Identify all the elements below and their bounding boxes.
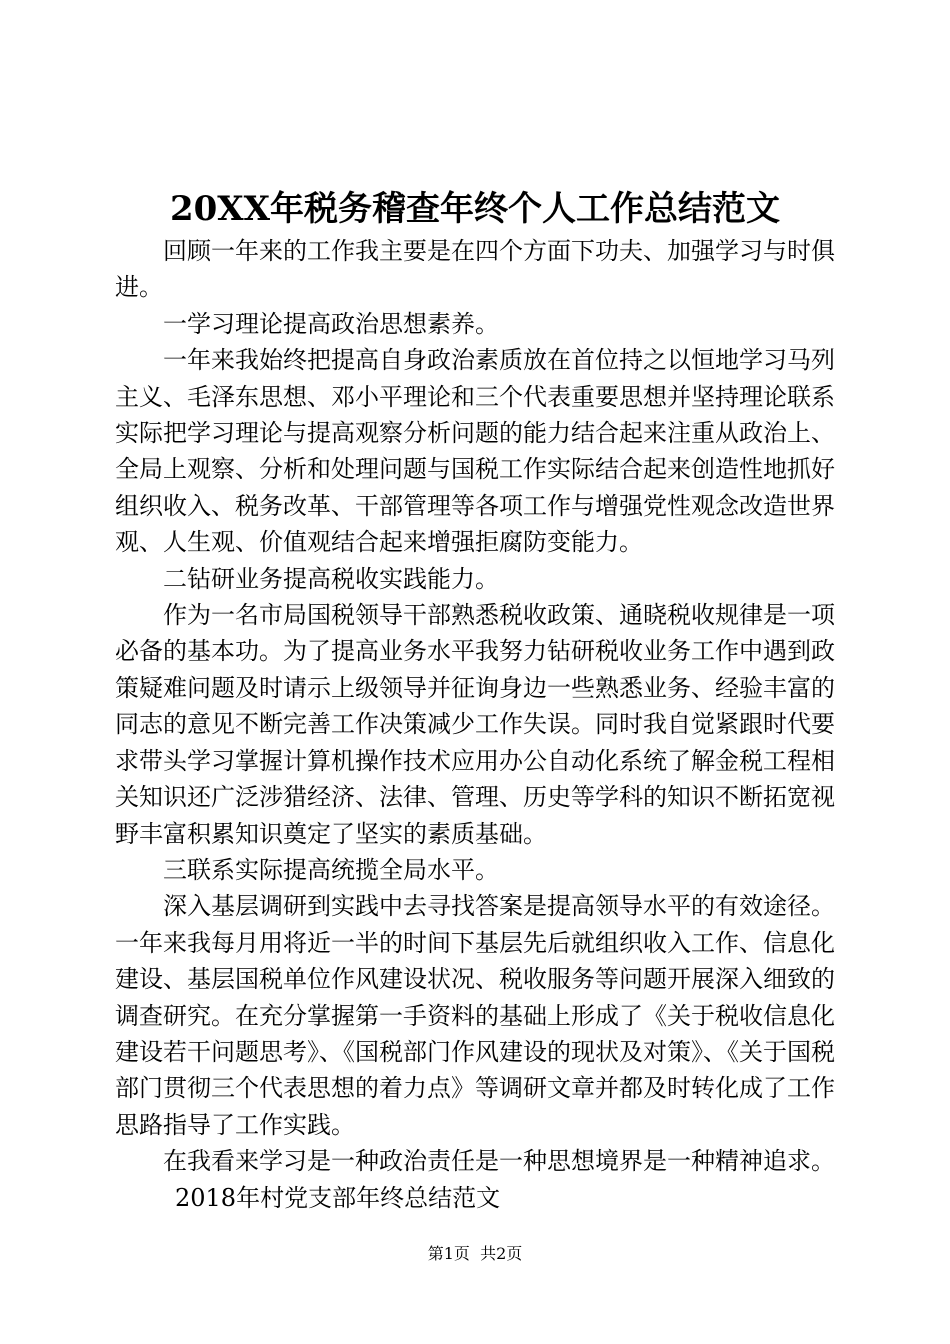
- paragraph-section-1: 一年来我始终把提高自身政治素质放在首位持之以恒地学习马列主义、毛泽东思想、邓小平理论和三个代表重要思想并坚持理论联系实际把学习理论与提高观察分析问题的能力结合起来注重从政治上、全局上观察、分析和处理问题与国税工作实际结合起来创造性地抓好组织收入、税务改革、干部管理等各项工作与增强党性观念改造世界观、人生观、价值观结合起来增强拒腐防变能力。: [115, 346, 835, 557]
- page-number-total: 共2页: [480, 1244, 523, 1263]
- paragraph-intro: 回顾一年来的工作我主要是在四个方面下功夫、加强学习与时俱进。: [115, 237, 835, 302]
- paragraph-conclusion: 在我看来学习是一种政治责任是一种思想境界是一种精神追求。: [163, 1147, 835, 1176]
- section-heading-3: 三联系实际提高统揽全局水平。: [163, 855, 499, 884]
- document-title: 20XX年税务稽查年终个人工作总结范文: [169, 189, 781, 229]
- document-body: [115, 233, 835, 1216]
- page-footer: [0, 1243, 950, 1265]
- paragraph-section-2: 作为一名市局国税领导干部熟悉税收政策、通晓税收规律是一项必备的基本功。为了提高业务水平我努力钻研税收业务工作中遇到政策疑难问题及时请示上级领导并征询身边一些熟悉业务、经验丰富的同志的意见不断完善工作决策减少工作失误。同时我自觉紧跟时代要求带头学习掌握计算机操作技术应用办公自动化系统了解金税工程相关知识还广泛涉猎经济、法律、管理、历史等学科的知识不断拓宽视野丰富积累知识奠定了坚实的素质基础。: [115, 601, 835, 848]
- page-number-current: 第1页: [427, 1244, 470, 1263]
- section-heading-2: 二钻研业务提高税收实践能力。: [163, 564, 499, 593]
- related-article-title: 2018年村党支部年终总结范文: [175, 1183, 501, 1212]
- section-heading-1: 一学习理论提高政治思想素养。: [163, 309, 499, 338]
- paragraph-section-3: 深入基层调研到实践中去寻找答案是提高领导水平的有效途径。一年来我每月用将近一半的时间下基层先后就组织收入工作、信息化建设、基层国税单位作风建设状况、税收服务等问题开展深入细致的调查研究。在充分掌握第一手资料的基础上形成了《关于税收信息化建设若干问题思考》、《国税部门作风建设的现状及对策》、《关于国税部门贯彻三个代表思想的着力点》等调研文章并都及时转化成了工作思路指导了工作实践。: [115, 892, 835, 1139]
